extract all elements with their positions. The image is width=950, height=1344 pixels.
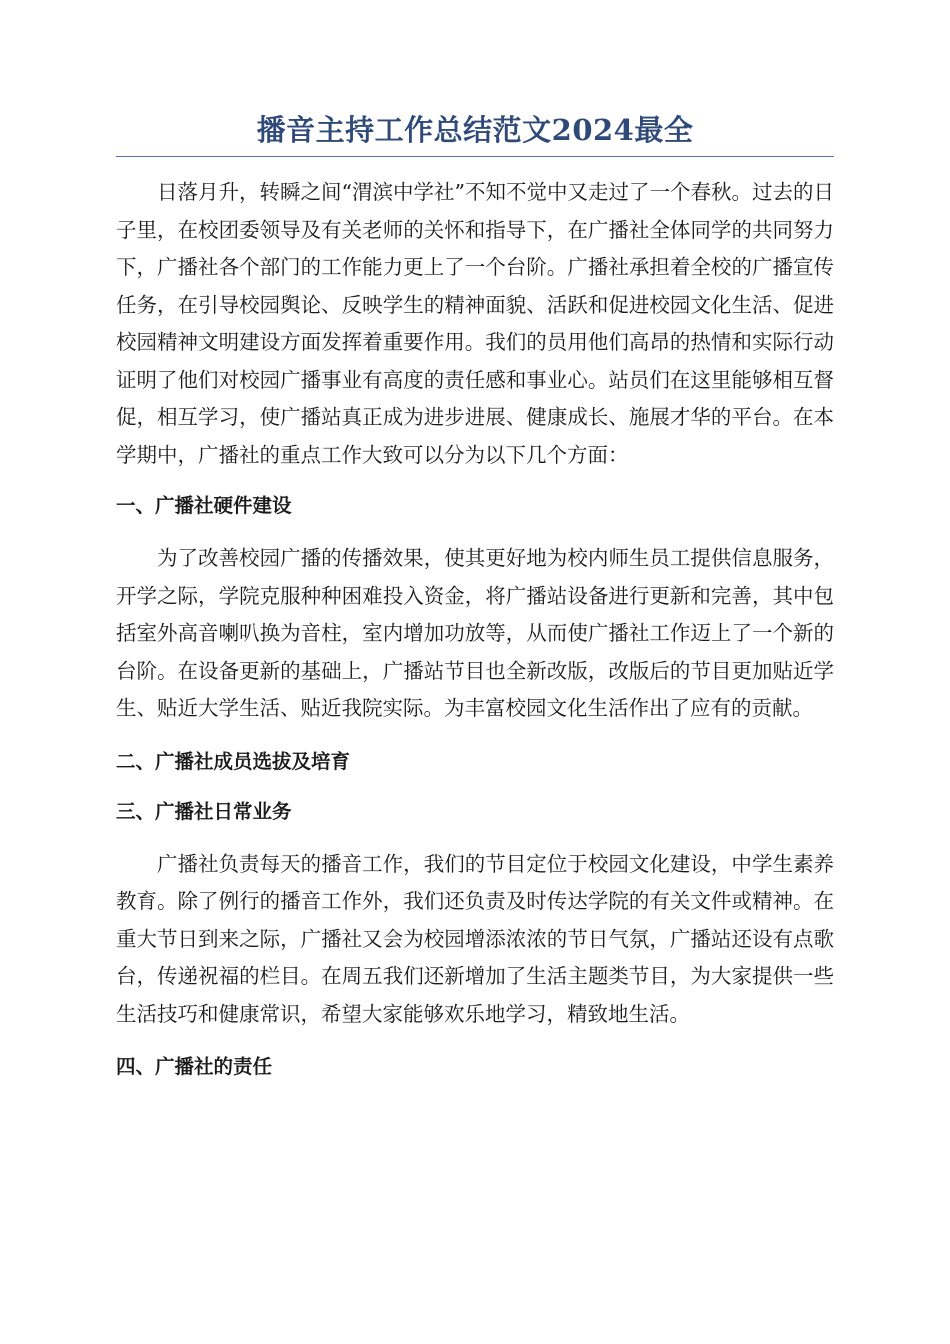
- section-body-hardware: 为了改善校园广播的传播效果，使其更好地为校内师生员工提供信息服务，开学之际，学院克服种种困难投入资金，将广播站设备进行更新和完善，其中包括室外高音喇叭换为音柱，室内增加功放等，从而使广播社工作迈上了一个新的台阶。在设备更新的基础上，广播站节目也全新改版，改版后的节目更加贴近学生、贴近大学生活、贴近我院实际。为丰富校园文化生活作出了应有的贡献。: [116, 546, 834, 720]
- document-title: 播音主持工作总结范文2024最全: [116, 108, 834, 157]
- section-heading-daily-work: 三、广播社日常业务: [116, 799, 292, 823]
- document-page: [116, 108, 834, 1081]
- section-heading-members: 二、广播社成员选拔及培育: [116, 749, 351, 773]
- intro-paragraph: 日落月升，转瞬之间“渭滨中学社”不知不觉中又走过了一个春秋。过去的日子里，在校团委领导及有关老师的关怀和指导下，在广播社全体同学的共同努力下，广播社各个部门的工作能力更上了一个台阶。广播社承担着全校的广播宣传任务，在引导校园舆论、反映学生的精神面貌、活跃和促进校园文化生活、促进校园精神文明建设方面发挥着重要作用。我们的员用他们高昂的热情和实际行动证明了他们对校园广播事业有高度的责任感和事业心。站员们在这里能够相互督促，相互学习，使广播站真正成为进步进展、健康成长、施展才华的平台。在本学期中，广播社的重点工作大致可以分为以下几个方面：: [116, 180, 834, 467]
- section-heading-hardware: 一、广播社硬件建设: [116, 494, 292, 517]
- section-body-daily-work: 广播社负责每天的播音工作，我们的节目定位于校园文化建设，中学生素养教育。除了例行的播音工作外，我们还负责及时传达学院的有关文件或精神。在重大节日到来之际，广播社又会为校园增添浓浓的节日气氛，广播站还设有点歌台，传递祝福的栏目。在周五我们还新增加了生活主题类节目，为大家提供一些生活技巧和健康常识，希望大家能够欢乐地学习，精致地生活。: [116, 851, 834, 1026]
- section-heading-responsibility: 四、广播社的责任: [116, 1055, 273, 1078]
